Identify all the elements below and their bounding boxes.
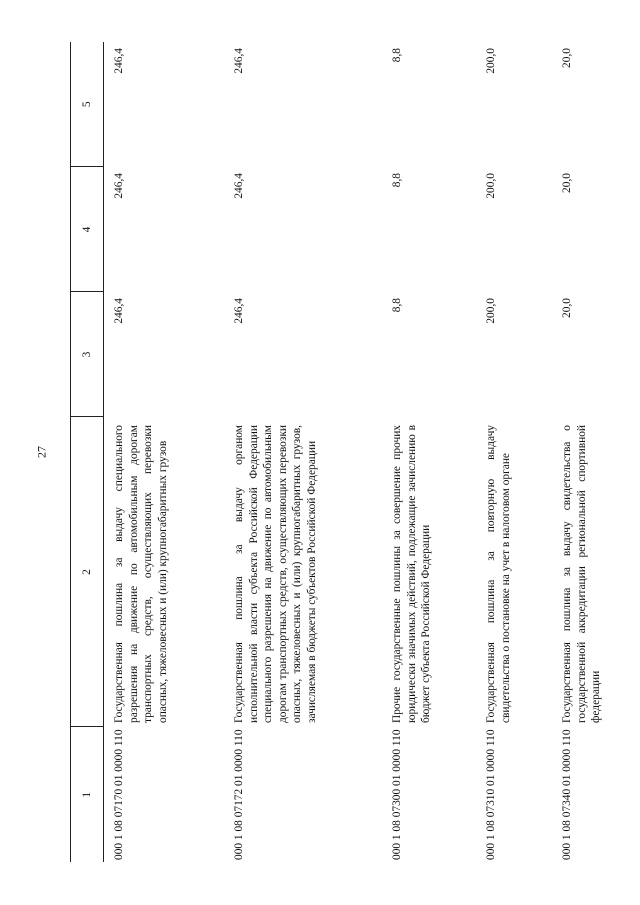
value-col5: 246,4 — [113, 48, 125, 74]
table-row — [104, 42, 225, 862]
value-col5: 200,0 — [485, 48, 497, 74]
value-col5: 246,4 — [233, 48, 245, 74]
budget-code: 000 1 08 07340 01 0000 110 — [561, 729, 573, 860]
page-number: 27 — [34, 446, 49, 458]
budget-table — [70, 42, 630, 862]
rotated-page-content — [70, 42, 603, 862]
table-row — [552, 42, 630, 862]
row-description: Государственная пошлина за выдачу свидетельства о государственной аккредитации региональной спортивной федерации — [561, 425, 603, 723]
value-col4: 200,0 — [485, 173, 497, 199]
value-col3: 200,0 — [485, 298, 497, 324]
column-header: 1 — [71, 727, 104, 862]
value-col3: 20,0 — [561, 298, 573, 318]
budget-code: 000 1 08 07170 01 0000 110 — [113, 729, 125, 860]
table-row — [224, 42, 382, 862]
value-col4: 20,0 — [561, 173, 573, 193]
value-col5: 8,8 — [391, 48, 403, 63]
table-row — [476, 42, 552, 862]
row-description: Государственная пошлина за выдачу органом исполнительной власти субъекта Российской Федерации специального разрешения на движение по автомобильным дорогам транспортных средств, осуществляющих перевозки опасных, тяжеловесных и (или) крупногабаритных грузов, зачисляемая в бюджеты субъектов Российской Федерации — [233, 425, 318, 723]
budget-code: 000 1 08 07310 01 0000 110 — [485, 729, 497, 860]
column-header: 4 — [71, 167, 104, 292]
column-header: 3 — [71, 292, 104, 417]
table-header — [71, 42, 104, 862]
column-header: 2 — [71, 417, 104, 727]
table-row — [382, 42, 476, 862]
budget-code: 000 1 08 07172 01 0000 110 — [233, 729, 245, 860]
value-col4: 8,8 — [391, 173, 403, 188]
value-col4: 246,4 — [233, 173, 245, 199]
value-col5: 20,0 — [561, 48, 573, 68]
value-col3: 246,4 — [233, 298, 245, 324]
row-description: Государственная пошлина за выдачу специального разрешения на движение по автомобильным дорогам транспортных средств, осуществляющих перевозки опасных, тяжеловесных и (или) крупногабаритных грузов — [113, 425, 169, 723]
budget-code: 000 1 08 07300 01 0000 110 — [391, 729, 403, 860]
row-description: Прочие государственные пошлины за совершение прочих юридически значимых действий, подлежащие зачислению в бюджет субъекта Российской Федерации — [391, 425, 433, 723]
column-header: 5 — [71, 42, 104, 167]
row-description: Государственная пошлина за повторную выдачу свидетельства о постановке на учет в налоговом органе — [485, 425, 512, 723]
value-col3: 8,8 — [391, 298, 403, 313]
value-col3: 246,4 — [113, 298, 125, 324]
value-col4: 246,4 — [113, 173, 125, 199]
